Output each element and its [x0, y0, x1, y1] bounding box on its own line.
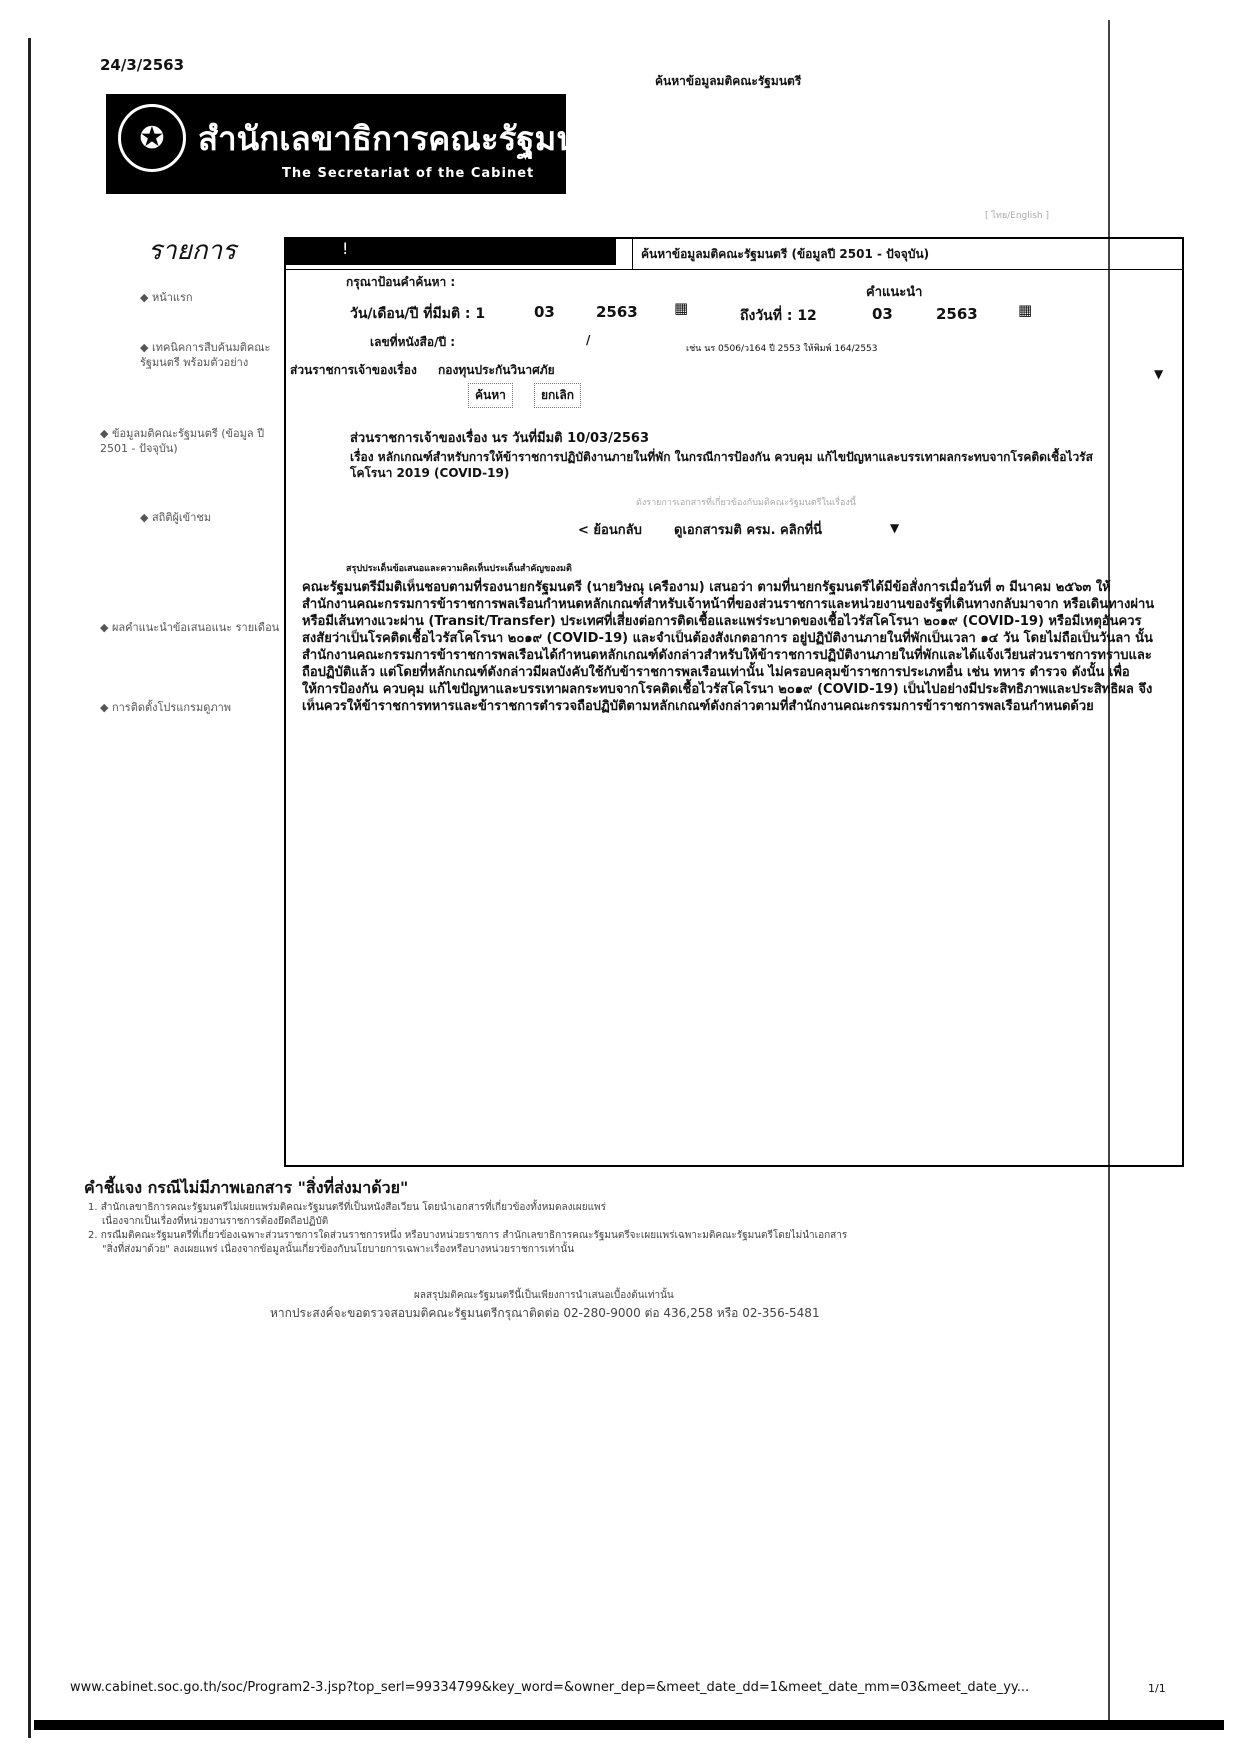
footer-note-1: 1. สำนักเลขาธิการคณะรัฐมนตรีไม่เผยแพร่มติคณะรัฐมนตรีที่เป็นหนังสือเวียน โดยนำเอกสารที่เกี่ยวข้องทั้งหมดลงเผยแพร่ — [88, 1202, 606, 1213]
date-to-month[interactable]: 03 — [872, 305, 893, 323]
garuda-seal-icon: ✪ — [118, 104, 186, 172]
sidebar-item-search-tips[interactable]: ◆ เทคนิคการสืบค้นมติคณะรัฐมนตรี พร้อมตัวอย่าง — [140, 341, 271, 369]
document-select[interactable]: ดูเอกสารมติ ครม. คลิกที่นี่ — [674, 523, 823, 538]
calendar-to-icon[interactable]: ▦ — [1018, 301, 1033, 319]
summary-heading: สรุปประเด็นข้อเสนอและความคิดเห็นประเด็นสำคัญของมติ — [346, 564, 572, 574]
footer-note-1b: เนื่องจากเป็นเรื่องที่หน่วยงานราชการต้องยึดถือปฏิบัติ — [102, 1216, 329, 1227]
scan-left-edge — [28, 38, 31, 1738]
sidebar-item-install-viewer[interactable]: ◆ การติดตั้งโปรแกรมดูภาพ — [100, 701, 232, 714]
footer-contact-1: ผลสรุปมติคณะรัฐมนตรีนี้เป็นเพียงการนำเสนอเบื้องต้นเท่านั้น — [414, 1290, 674, 1301]
footer-contact-2: หากประสงค์จะขอตรวจสอบมติคณะรัฐมนตรีกรุณาติดต่อ 02-280-9000 ต่อ 436,258 หรือ 02-356-5481 — [270, 1306, 820, 1320]
result-subject: เรื่อง หลักเกณฑ์สำหรับการให้ข้าราชการปฏิบัติงานภายในที่พัก ในกรณีการป้องกัน ควบคุม แก้ไขปัญหาและบรรเทาผลกระทบจากโรคติดเชื้อไวรัสโคโรนา 2019 (COVID-19) — [350, 450, 1093, 480]
calendar-from-icon[interactable]: ▦ — [674, 299, 689, 317]
owner-label: ส่วนราชการเจ้าของเรื่อง — [290, 363, 417, 377]
sidebar-item-feedback[interactable]: ◆ ผลคำแนะนำข้อเสนอแนะ รายเดือน — [100, 621, 280, 634]
footer-note-2: 2. กรณีมติคณะรัฐมนตรีที่เกี่ยวข้องเฉพาะส่วนราชการใดส่วนราชการหนึ่ง หรือบางหน่วยราชการ สำนักเลขาธิการคณะรัฐมนตรีจะเผยแพร่เฉพาะมติคณะรัฐมนตรีโดยไม่นำเอกสาร — [88, 1230, 848, 1241]
owner-dropdown-icon[interactable]: ▼ — [1154, 367, 1164, 381]
print-date: 24/3/2563 — [100, 56, 185, 74]
banner-title-en: The Secretariat of the Cabinet — [282, 166, 535, 181]
search-button[interactable]: ค้นหา — [468, 383, 513, 408]
language-link[interactable]: [ ไทย/English ] — [985, 211, 1050, 221]
date-from-month[interactable]: 03 — [534, 303, 555, 321]
date-to-year[interactable]: 2563 — [936, 305, 978, 323]
date-from-year[interactable]: 2563 — [596, 303, 638, 321]
sidebar-item-cabinet-data[interactable]: ◆ ข้อมูลมติคณะรัฐมนตรี (ข้อมูล ปี 2501 - ปัจจุบัน) — [100, 427, 265, 455]
date-from-label: วัน/เดือน/ปี ที่มีมติ : 1 — [350, 306, 486, 322]
banner-title-th: สำนักเลขาธิการคณะรัฐมนตรี — [198, 119, 618, 158]
docno-separator: / — [586, 333, 591, 347]
cancel-button[interactable]: ยกเลิก — [534, 383, 581, 408]
print-url: www.cabinet.soc.go.th/soc/Program2-3.jsp?top_serl=99334799&key_word=&owner_dep=&meet_date_dd=1&meet_date_mm=03&meet_date_yy... — [70, 1680, 1030, 1695]
scan-bottom-edge — [34, 1720, 1224, 1730]
suggest-link[interactable]: คำแนะนำ — [866, 285, 923, 300]
back-link[interactable]: < ย้อนกลับ — [578, 523, 642, 538]
panel-title: ค้นหาข้อมูลมติคณะรัฐมนตรี (ข้อมูลปี 2501 - ปัจจุบัน) — [632, 239, 1172, 269]
sidebar-item-home[interactable]: ◆ หน้าแรก — [140, 291, 193, 304]
search-panel — [284, 237, 1184, 1167]
site-banner[interactable] — [106, 94, 618, 194]
print-page-number: 1/1 — [1148, 1682, 1166, 1695]
print-page-title: ค้นหาข้อมูลมติคณะรัฐมนตรี — [655, 74, 802, 88]
result-owner-date: ส่วนราชการเจ้าของเรื่อง นร วันที่มีมติ 10/03/2563 — [350, 431, 650, 446]
panel-header — [286, 239, 1182, 270]
date-to-label: ถึงวันที่ : 12 — [740, 308, 817, 324]
document-dropdown-icon[interactable]: ▼ — [890, 521, 900, 535]
docno-example: เช่น นร 0506/ว164 ปี 2553 ให้พิมพ์ 164/2553 — [686, 344, 878, 354]
summary-text: คณะรัฐมนตรีมีมติเห็นชอบตามที่รองนายกรัฐมนตรี (นายวิษณุ เครืองาม) เสนอว่า ตามที่นายกรัฐมนตรีได้มีข้อสั่งการเมื่อวันที่ ๓ มีนาคม ๒๕๖๓ ให้สำนักงานคณะกรรมการข้าราชการพลเรือนกำหนดหลักเกณฑ์สำหรับเจ้าหน้าที่ของส่วนราชการและหน่วยงานของรัฐที่เดินทางกลับมาจาก หรือเดินทางผ่าน หรือมีเส้นทางแวะผ่าน (Transit/Transfer) ประเทศที่เสี่ยงต่อการติดเชื้อและแพร่ระบาดของเชื้อไวรัสโคโรนา ๒๐๑๙ (COVID-19) หรือมีเหตุอันควรสงสัยว่าเป็นโรคติดเชื้อไวรัสโคโรนา ๒๐๑๙ (COVID-19) และจำเป็นต้องสังเกตอาการ อยู่ปฏิบัติงานภายในที่พักเป็นเวลา ๑๔ วัน โดยไม่ถือเป็นวันลา นั้น สำนักงานคณะกรรมการข้าราชการพลเรือนได้กำหนดหลักเกณฑ์ดังกล่าวสำหรับให้ข้าราชการปฏิบัติงานภายในที่พักและได้แจ้งเวียนส่วนราชการทราบและถือปฏิบัติแล้ว แต่โดยที่หลักเกณฑ์ดังกล่าวมีผลบังคับใช้กับข้าราชการพลเรือนเท่านั้น ไม่ครอบคลุมข้าราชการประเภทอื่น เช่น ทหาร ตำรวจ ดังนั้น เพื่อให้การป้องกัน ควบคุม แก้ไขปัญหาและบรรเทาผลกระทบจากโรคติดเชื้อไวรัสโคโรนา ๒๐๑๙ (COVID-19) เป็นไปอย่างมีประสิทธิภาพและประสิทธิผล จึงเห็นควรให้ข้าราชการทหารและข้าราชการตำรวจถือปฏิบัติตามหลักเกณฑ์ดังกล่าวตามที่สำนักงานคณะกรรมการข้าราชการพลเรือนกำหนดด้วย — [302, 580, 1155, 714]
docno-label: เลขที่หนังสือ/ปี : — [370, 335, 456, 349]
footer-title: คำชี้แจง กรณีไม่มีภาพเอกสาร "สิ่งที่ส่งมาด้วย" — [84, 1178, 409, 1197]
search-label: กรุณาป้อนคำค้นหา : — [346, 275, 456, 289]
owner-select[interactable]: กองทุนประกันวินาศภัย — [438, 363, 555, 377]
panel-header-mark: ! — [286, 239, 616, 265]
faint-note: ดังรายการเอกสารที่เกี่ยวข้องกับมติคณะรัฐมนตรีในเรื่องนี้ — [636, 498, 856, 508]
sidebar-item-visitor-stats[interactable]: ◆ สถิติผู้เข้าชม — [140, 511, 212, 524]
sidebar-title: รายการ — [148, 236, 237, 266]
footer-note-2b: "สิ่งที่ส่งมาด้วย" ลงเผยแพร่ เนื่องจากข้อมูลนั้นเกี่ยวข้องกับนโยบายการเฉพาะเรื่องหรือบางหน่วยราชการเท่านั้น — [102, 1244, 575, 1255]
